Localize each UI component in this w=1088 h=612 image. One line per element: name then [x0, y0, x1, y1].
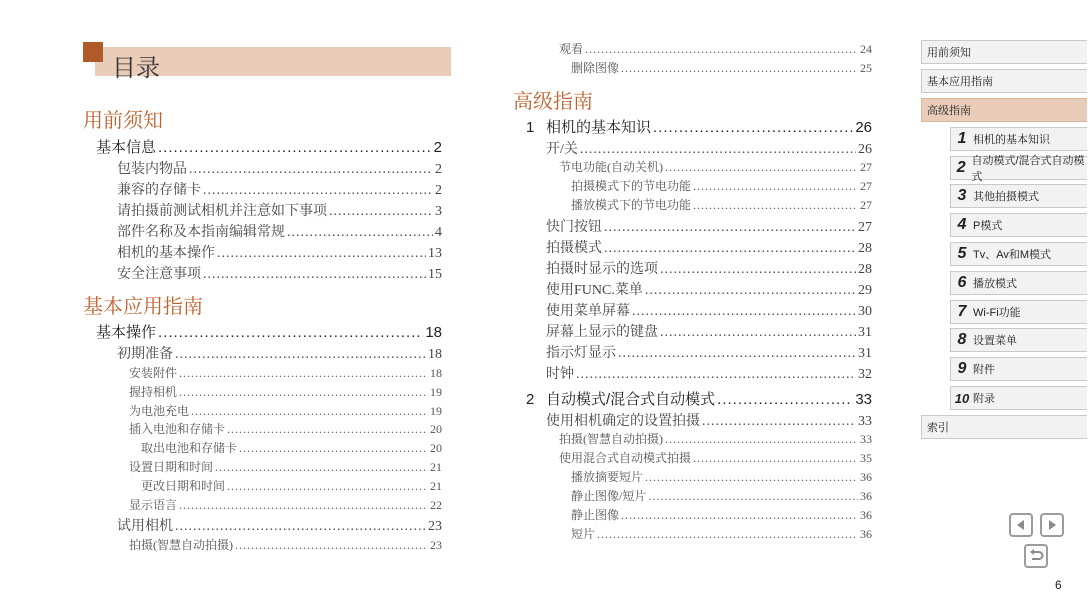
toc-entry-label: 使用菜单屏幕: [546, 304, 630, 319]
toc-entry-page: 24: [860, 42, 872, 56]
toc-entry-label: 请拍摄前测试相机并注意如下事项: [117, 204, 327, 219]
toc-entry[interactable]: [141, 477, 442, 494]
return-button[interactable]: [1024, 544, 1048, 568]
toc-entry-label: 快门按钮: [546, 220, 602, 235]
toc-entry-label: 设置日期和时间: [129, 460, 214, 474]
chapter-label: 播放模式: [973, 278, 1017, 290]
toc-entry-label: 删除图像: [571, 61, 620, 75]
page-number: 6: [1055, 578, 1062, 592]
toc-entry-label: 部件名称及本指南编辑常规: [117, 225, 285, 240]
toc-entry-page: 2: [433, 139, 442, 156]
toc-entry-page: 36: [860, 470, 872, 484]
toc-entry[interactable]: [546, 410, 872, 430]
toc-entry[interactable]: [571, 506, 872, 523]
toc-entry[interactable]: [546, 342, 872, 362]
chapter-number: 5: [957, 245, 967, 262]
toc-entry-label: 播放摘要短片: [571, 470, 644, 484]
sidebar-chapter-5[interactable]: [950, 242, 1087, 266]
toc-entry-label: 播放模式下的节电功能: [571, 198, 692, 212]
toc-entry[interactable]: [129, 536, 442, 553]
section-heading-basic-guide: 基本应用指南: [83, 296, 203, 318]
toc-entry[interactable]: [117, 263, 442, 283]
toc-entry[interactable]: [571, 177, 872, 194]
toc-entry-label: 更改日期和时间: [141, 479, 226, 493]
toc-entry-page: 18: [430, 366, 442, 380]
sidebar-tab-advanced-guide[interactable]: 高级指南: [921, 98, 1087, 122]
toc-entry[interactable]: [571, 487, 872, 504]
chapter-number: 4: [957, 216, 967, 233]
toc-entry-page: 2: [435, 162, 442, 177]
chapter-label: 相机的基本知识: [973, 134, 1050, 146]
toc-entry-page: 27: [860, 198, 872, 212]
toc-entry-label: 短片: [571, 527, 596, 541]
toc-entry[interactable]: [559, 158, 872, 175]
toc-entry[interactable]: [546, 279, 872, 299]
toc-entry-page: 26: [858, 142, 872, 157]
toc-entry-label: 自动模式/混合式自动模式: [546, 391, 716, 408]
chapter-number: 6: [957, 274, 967, 291]
sidebar-tab-index[interactable]: 索引: [921, 415, 1087, 439]
toc-chapter[interactable]: [526, 116, 872, 137]
toc-entry[interactable]: [559, 40, 872, 57]
chapter-label: 设置菜单: [973, 335, 1017, 347]
toc-entry-label: 使用相机确定的设置拍摄: [546, 414, 700, 429]
toc-entry-page: 31: [858, 325, 872, 340]
toc-entry-label: 拍摄(智慧自动拍摄): [129, 538, 233, 552]
sidebar-chapter-8[interactable]: [950, 328, 1087, 352]
toc-entry-label: 相机的基本知识: [546, 119, 652, 136]
toc-entry-label: 包装内物品: [117, 162, 187, 177]
chapter-number: 1: [526, 119, 535, 136]
chapter-number: 2: [956, 159, 966, 176]
toc-entry-page: 20: [430, 422, 442, 436]
toc-entry-page: 2: [435, 183, 442, 198]
toc-entry[interactable]: [129, 402, 442, 419]
next-page-button[interactable]: [1040, 513, 1064, 537]
toc-entry-label: 节电功能(自动关机): [559, 160, 663, 174]
toc-entry-page: 23: [428, 519, 442, 534]
toc-entry-label: 兼容的存储卡: [117, 183, 201, 198]
toc-entry[interactable]: [96, 136, 442, 157]
toc-entry[interactable]: [117, 242, 442, 262]
arrow-left-icon: [1014, 518, 1028, 532]
toc-entry-page: 28: [858, 262, 872, 277]
toc-entry-page: 4: [435, 225, 442, 240]
sidebar-chapter-10[interactable]: [950, 386, 1087, 410]
toc-entry[interactable]: [546, 363, 872, 383]
section-heading-advanced-guide: 高级指南: [513, 91, 593, 113]
return-icon: [1028, 549, 1044, 563]
toc-entry[interactable]: [117, 179, 442, 199]
prev-page-button[interactable]: [1009, 513, 1033, 537]
toc-entry-label: 初期准备: [117, 347, 173, 362]
toc-entry[interactable]: [129, 383, 442, 400]
toc-entry-label: 拍摄模式下的节电功能: [571, 179, 692, 193]
chapter-label: 其他拍摄模式: [973, 191, 1039, 203]
toc-entry-page: 20: [430, 441, 442, 455]
toc-entry[interactable]: [559, 430, 872, 447]
sidebar-chapter-4[interactable]: [950, 213, 1087, 237]
toc-entry-page: 31: [858, 346, 872, 361]
toc-entry-label: 试用相机: [117, 519, 173, 534]
toc-entry-label: 基本信息: [96, 139, 157, 156]
toc-entry[interactable]: [546, 258, 872, 278]
toc-entry-page: 15: [428, 267, 442, 282]
chapter-number: 2: [526, 391, 535, 408]
toc-entry-label: 拍摄时显示的选项: [546, 262, 658, 277]
title-square: [83, 42, 103, 62]
toc-entry-label: 使用混合式自动模式拍摄: [559, 451, 692, 465]
toc-entry[interactable]: [546, 237, 872, 257]
chapter-number: 7: [957, 303, 967, 320]
toc-entry-page: 18: [425, 324, 442, 341]
toc-entry-page: 36: [860, 508, 872, 522]
chapter-label: P模式: [973, 220, 1003, 232]
chapter-number: 3: [957, 187, 967, 204]
toc-entry-page: 25: [860, 61, 872, 75]
toc-entry-label: 拍摄模式: [546, 241, 602, 256]
toc-entry-label: 屏幕上显示的键盘: [546, 325, 658, 340]
chapter-label: 自动模式/混合式自动模式: [971, 155, 1085, 183]
toc-entry[interactable]: [571, 525, 872, 542]
toc-entry[interactable]: [571, 468, 872, 485]
toc-entry-page: 27: [858, 220, 872, 235]
toc-entry-page: 33: [858, 414, 872, 429]
toc-chapter[interactable]: [526, 388, 872, 409]
toc-entry-page: 19: [430, 385, 442, 399]
toc-entry[interactable]: [129, 420, 442, 437]
sidebar-chapter-9[interactable]: [950, 357, 1087, 381]
toc-entry-label: 取出电池和存储卡: [141, 441, 238, 455]
toc-entry-page: 22: [430, 498, 442, 512]
toc-entry[interactable]: [571, 59, 872, 76]
toc-entry-label: 使用FUNC.菜单: [546, 283, 643, 298]
toc-entry-page: 30: [858, 304, 872, 319]
toc-entry-label: 握持相机: [129, 385, 178, 399]
toc-entry[interactable]: [117, 221, 442, 241]
sidebar-chapter-1[interactable]: [950, 127, 1087, 151]
toc-entry-page: 21: [430, 479, 442, 493]
toc-entry-label: 观看: [559, 42, 584, 56]
toc-entry-page: 23: [430, 538, 442, 552]
toc-entry-label: 开/关: [546, 142, 578, 157]
toc-entry-page: 33: [855, 391, 872, 408]
sidebar-tab-basic-guide[interactable]: 基本应用指南: [921, 69, 1087, 93]
toc-entry-label: 安装附件: [129, 366, 178, 380]
toc-entry[interactable]: [141, 439, 442, 456]
toc-entry[interactable]: [117, 200, 442, 220]
toc-entry-page: 35: [860, 451, 872, 465]
toc-entry-label: 时钟: [546, 367, 574, 382]
toc-entry-page: 29: [858, 283, 872, 298]
toc-entry-page: 36: [860, 527, 872, 541]
sidebar-tab-before-use[interactable]: 用前须知: [921, 40, 1087, 64]
page-title: 目录: [112, 55, 160, 82]
toc-entry[interactable]: [129, 496, 442, 513]
toc-entry-label: 显示语言: [129, 498, 178, 512]
toc-entry[interactable]: [96, 321, 442, 342]
chapter-number: 9: [957, 360, 967, 377]
chapter-label: Wi-Fi功能: [973, 307, 1021, 319]
toc-entry[interactable]: [129, 458, 442, 475]
toc-entry-label: 拍摄(智慧自动拍摄): [559, 432, 663, 446]
chapter-label: 附件: [973, 364, 995, 376]
toc-entry-label: 静止图像: [571, 508, 620, 522]
toc-entry[interactable]: [546, 321, 872, 341]
toc-entry[interactable]: [129, 364, 442, 381]
toc-entry[interactable]: [546, 300, 872, 320]
toc-entry[interactable]: [546, 138, 872, 158]
toc-entry-page: 33: [860, 432, 872, 446]
chapter-number: 10: [954, 390, 970, 406]
toc-entry-page: 26: [855, 119, 872, 136]
toc-entry-page: 27: [860, 160, 872, 174]
toc-entry-page: 3: [435, 204, 442, 219]
toc-entry-label: 基本操作: [96, 324, 157, 341]
chapter-label: Tv、Av和M模式: [973, 249, 1052, 261]
toc-entry-label: 相机的基本操作: [117, 246, 215, 261]
toc-entry-page: 36: [860, 489, 872, 503]
toc-entry-label: 为电池充电: [129, 404, 190, 418]
toc-entry-label: 指示灯显示: [546, 346, 616, 361]
chapter-number: 8: [957, 331, 967, 348]
toc-entry-label: 静止图像/短片: [571, 489, 647, 503]
toc-entry-page: 21: [430, 460, 442, 474]
toc-entry-page: 18: [428, 347, 442, 362]
toc-entry[interactable]: [117, 158, 442, 178]
toc-entry-page: 27: [860, 179, 872, 193]
sidebar-chapter-7[interactable]: [950, 300, 1087, 324]
toc-entry-label: 插入电池和存储卡: [129, 422, 226, 436]
chapter-number: 1: [957, 130, 967, 147]
toc-entry-page: 28: [858, 241, 872, 256]
toc-entry-page: 19: [430, 404, 442, 418]
arrow-right-icon: [1045, 518, 1059, 532]
toc-entry-page: 32: [858, 367, 872, 382]
chapter-label: 附录: [973, 393, 995, 405]
toc-entry[interactable]: [559, 449, 872, 466]
sidebar-chapter-6[interactable]: [950, 271, 1087, 295]
section-heading-before-use: 用前须知: [83, 110, 163, 132]
toc-entry[interactable]: [546, 216, 872, 236]
toc-entry-page: 13: [428, 246, 442, 261]
toc-entry[interactable]: [117, 515, 442, 535]
toc-entry-label: 安全注意事项: [117, 267, 201, 282]
sidebar-chapter-2[interactable]: [950, 155, 1087, 183]
toc-entry[interactable]: [571, 196, 872, 213]
toc-entry[interactable]: [117, 343, 442, 363]
sidebar-chapter-3[interactable]: [950, 184, 1087, 208]
